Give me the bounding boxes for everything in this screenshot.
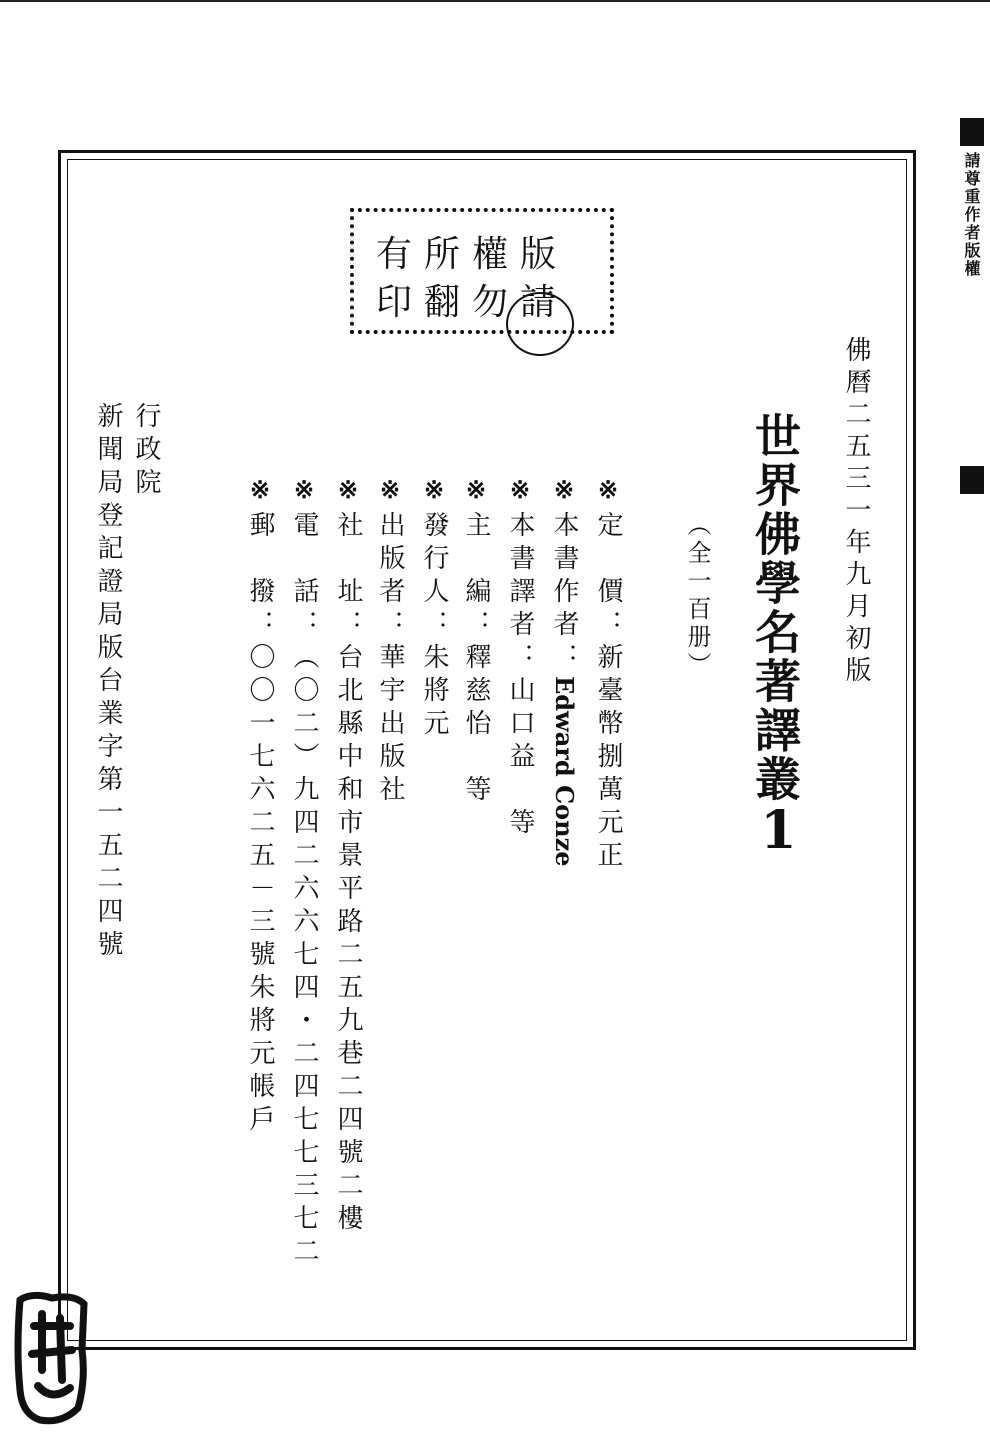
info-publisher — [368, 476, 412, 808]
registry-line-2: 新聞局登記證局版台業字第一五二四號 — [93, 402, 123, 963]
address-text: 社 址：台北縣中和市景平路二五九巷二四號二樓 — [333, 511, 363, 1237]
top-rule — [0, 0, 990, 2]
bullet-icon: ※ — [420, 476, 449, 511]
edge-bar-top — [960, 118, 984, 146]
bullet-icon: ※ — [462, 476, 491, 511]
copyright-notice-box — [350, 208, 614, 334]
phone-text: 電 話：（〇二）九四二六六七四・二四七七三七二 — [289, 511, 319, 1270]
stamp-circle — [506, 292, 574, 356]
info-author — [542, 476, 586, 867]
translator-text: 本書譯者：山口益 等 — [505, 511, 535, 841]
edge-strip — [958, 118, 988, 508]
price-text: 定 價：新臺幣捌萬元正 — [593, 511, 623, 874]
info-translator — [498, 476, 542, 841]
info-editor — [454, 476, 498, 808]
bullet-icon: ※ — [290, 476, 319, 511]
volume-note: （全一百册） — [683, 512, 711, 680]
book-title-text: 世界佛學名著譯叢 — [748, 412, 802, 804]
bullet-icon: ※ — [550, 476, 579, 511]
title-number: 1 — [748, 800, 809, 865]
copyright-line-2: 印翻勿請 — [376, 282, 569, 323]
bullet-icon: ※ — [334, 476, 363, 511]
copyright-line-1: 有所權版 — [376, 234, 569, 275]
info-phone — [282, 476, 326, 1270]
info-postal — [238, 476, 282, 1138]
bullet-icon: ※ — [376, 476, 405, 511]
edge-bar-bottom — [960, 466, 984, 494]
publisher-text: 出版者：華宇出版社 — [375, 511, 405, 808]
library-seal-icon — [12, 1290, 92, 1430]
edge-text: 請尊重作者版權 — [962, 152, 981, 278]
edition-line: 佛曆二五三一年九月初版 — [841, 336, 871, 688]
publisher-person-text: 發行人：朱將元 — [419, 511, 449, 742]
bullet-icon: ※ — [246, 476, 275, 511]
editor-text: 主 編：釋慈怡 等 — [461, 511, 491, 808]
registry-line-1: 行政院 — [131, 402, 161, 501]
info-address — [326, 476, 370, 1237]
postal-text: 郵 撥：〇〇一七六二五－三號朱將元帳戶 — [245, 511, 275, 1138]
info-publisher-person — [412, 476, 456, 742]
author-latin-name: Edward Conze — [550, 676, 579, 867]
author-label: 本書作者： — [549, 511, 579, 676]
bullet-icon: ※ — [594, 476, 623, 511]
book-title — [742, 412, 808, 804]
info-price — [586, 476, 630, 874]
bullet-icon: ※ — [506, 476, 535, 511]
